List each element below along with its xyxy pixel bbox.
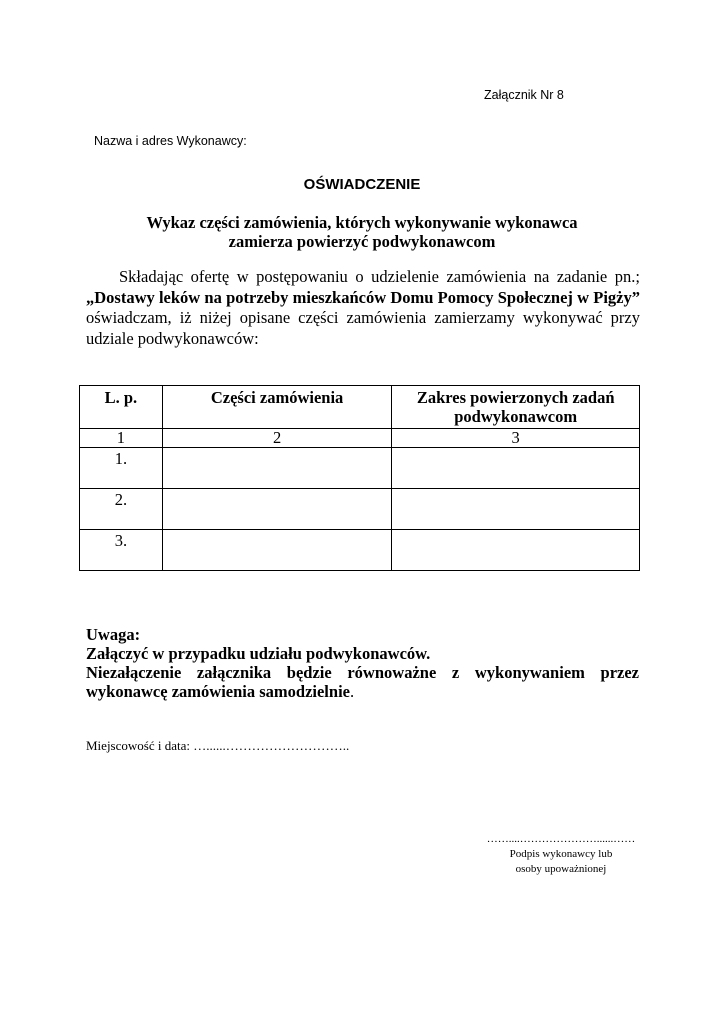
header-lp: L. p. xyxy=(80,386,163,429)
parts-cell[interactable] xyxy=(162,489,392,530)
note-line-2: Niezałączenie załącznika będzie równoważne z wykonywaniem przez xyxy=(86,663,639,682)
scope-cell[interactable] xyxy=(392,530,640,571)
note-line-3 xyxy=(86,682,639,701)
subtitle xyxy=(0,213,724,251)
table-header-row xyxy=(80,386,640,429)
table-row xyxy=(80,530,640,571)
column-number: 3 xyxy=(392,429,640,448)
statement-rest: oświadczam, iż niżej opisane części zamówienia zamierzamy wykonywać przy udziale podwykonawców: xyxy=(86,308,640,348)
note-section xyxy=(86,625,639,701)
contractor-name-label: Nazwa i adres Wykonawcy: xyxy=(94,134,247,148)
statement-paragraph xyxy=(86,267,640,349)
row-number: 3. xyxy=(80,530,163,571)
parts-cell[interactable] xyxy=(162,530,392,571)
subcontractors-table xyxy=(79,385,640,571)
scope-cell[interactable] xyxy=(392,489,640,530)
header-parts: Części zamówienia xyxy=(162,386,392,429)
note-heading: Uwaga: xyxy=(86,625,141,644)
project-name: „Dostawy leków na potrzeby mieszkańców Domu Pomocy Społecznej w Pigży” xyxy=(86,287,640,307)
table-row xyxy=(80,448,640,489)
parts-cell[interactable] xyxy=(162,448,392,489)
attachment-label: Załącznik Nr 8 xyxy=(484,88,564,102)
statement-intro: Składając ofertę w postępowaniu o udzielenie zamówienia na zadanie pn.; xyxy=(119,267,640,286)
signature-line[interactable]: ……....…………………......…… xyxy=(486,833,636,845)
column-number-row xyxy=(80,429,640,448)
subtitle-line-1: Wykaz części zamówienia, których wykonywanie wykonawca xyxy=(146,213,578,232)
table-row xyxy=(80,489,640,530)
column-number: 1 xyxy=(80,429,163,448)
header-scope: Zakres powierzonych zadań podwykonawcom xyxy=(392,386,640,429)
row-number: 2. xyxy=(80,489,163,530)
note-line-1: Załączyć w przypadku udziału podwykonawców. xyxy=(86,644,431,663)
signature-caption-1: Podpis wykonawcy lub xyxy=(509,848,613,860)
scope-cell[interactable] xyxy=(392,448,640,489)
note-line-3-end: . xyxy=(349,682,355,701)
page-title: OŚWIADCZENIE xyxy=(303,176,421,193)
signature-caption-2: osoby upoważnionej xyxy=(515,863,607,875)
note-line-3-text: wykonawcę zamówienia samodzielnie xyxy=(86,682,350,701)
subtitle-line-2: zamierza powierzyć podwykonawcom xyxy=(228,232,496,251)
column-number: 2 xyxy=(162,429,392,448)
signature-block xyxy=(466,832,656,877)
place-date-field[interactable]: Miejscowość i data: …......……………………….. xyxy=(86,738,350,753)
row-number: 1. xyxy=(80,448,163,489)
